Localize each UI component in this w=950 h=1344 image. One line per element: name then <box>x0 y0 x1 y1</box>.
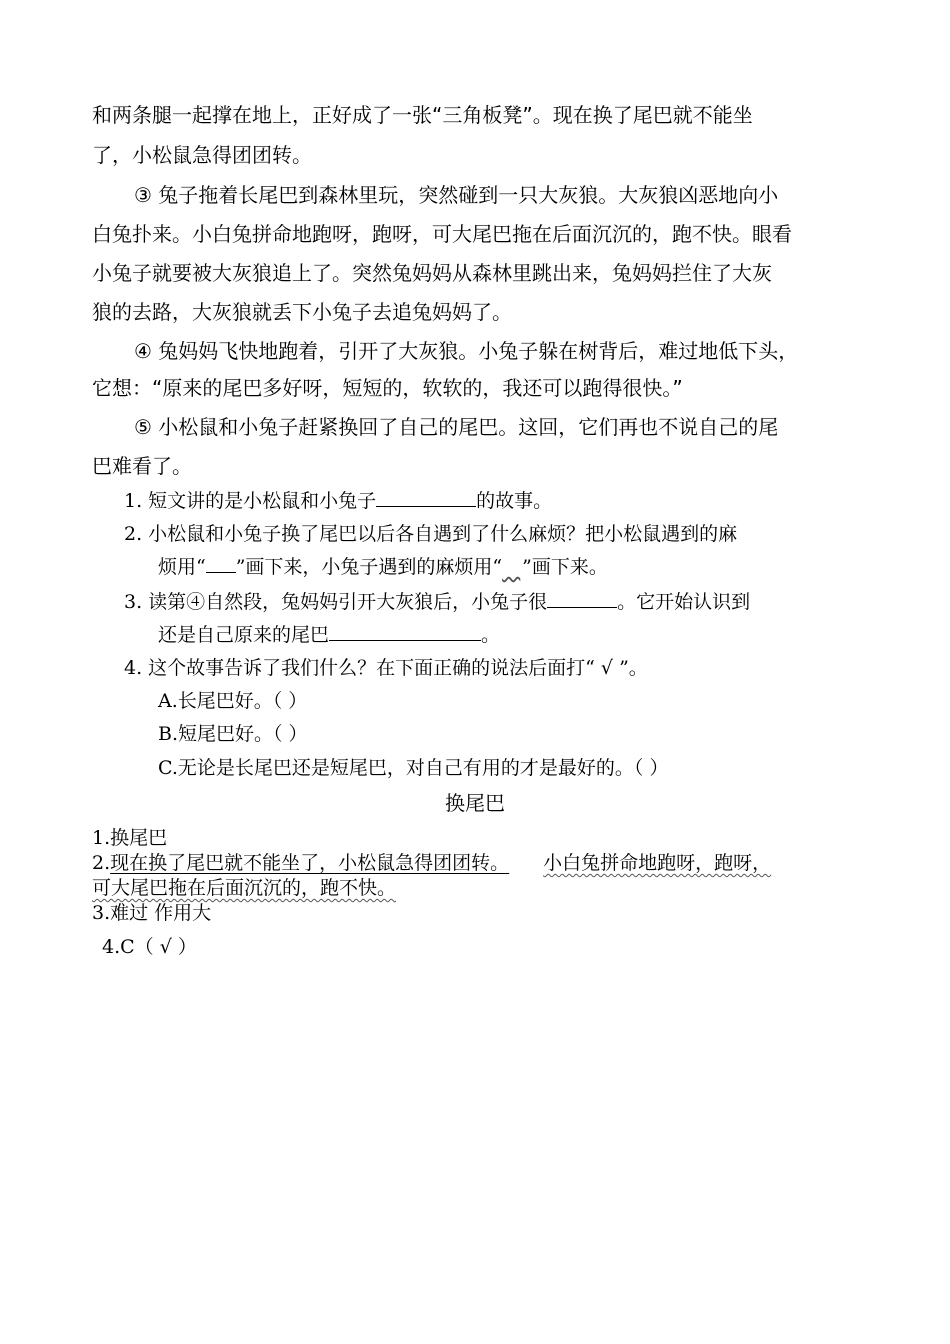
paragraph-3-line: 狼的去路，大灰狼就丢下小兔子去追兔妈妈了。 <box>92 300 512 324</box>
answer-3: 3.难过 作用大 <box>92 902 212 924</box>
answer-2-line <box>92 850 771 876</box>
question-2-line <box>158 552 608 582</box>
question-3-line <box>124 587 750 617</box>
answer-2-wavy-underline: 可大尾巴拖在后面沉沉的，跑不快。 <box>92 877 397 899</box>
answer-blank[interactable] <box>547 587 617 608</box>
question-1 <box>124 486 552 516</box>
passage-line: 了，小松鼠急得团团转。 <box>92 143 312 167</box>
answer-2-straight-underline: 现在换了尾巴就不能坐了，小松鼠急得团团转。 <box>110 852 510 874</box>
paragraph-5-line: 巴难看了。 <box>92 454 192 478</box>
paragraph-4-line: ④ 兔妈妈飞快地跑着，引开了大灰狼。小兔子躲在树背后，难过地低下头， <box>134 339 799 363</box>
paragraph-3-line: ③ 兔子拖着长尾巴到森林里玩，突然碰到一只大灰狼。大灰狼凶恶地向小 <box>134 183 779 207</box>
question-1-text: 1. 短文讲的是小松鼠和小兔子 <box>124 490 377 512</box>
answer-2-wavy-underline: 小白兔拼命地跑呀，跑呀， <box>543 852 772 874</box>
question-2-text: ”画下来。 <box>522 556 608 578</box>
question-3-text: 。 <box>481 624 501 646</box>
question-3-text: 还是自己原来的尾巴 <box>158 624 330 646</box>
option-c[interactable]: C.无论是长尾巴还是短尾巴，对自己有用的才是最好的。（ ） <box>158 757 669 779</box>
paragraph-3-line: 白兔扑来。小白兔拼命地跑呀，跑呀，可大尾巴拖在后面沉沉的，跑不快。眼看 <box>92 222 792 246</box>
answer-title: 换尾巴 <box>445 791 505 815</box>
option-b[interactable]: B.短尾巴好。（ ） <box>158 723 308 745</box>
answer-2-number: 2. <box>92 852 111 874</box>
answer-4: 4.C（ √ ） <box>102 936 197 958</box>
question-4-line: 4. 这个故事告诉了我们什么？在下面正确的说法后面打“ √ ”。 <box>124 657 648 679</box>
straight-line-sample <box>206 556 236 573</box>
answer-blank[interactable] <box>376 486 476 507</box>
question-3-text: 。它开始认识到 <box>617 591 751 613</box>
paragraph-4-line: 它想：“原来的尾巴多好呀，短短的，软软的，我还可以跑得很快。” <box>92 376 683 400</box>
question-2-line: 2. 小松鼠和小兔子换了尾巴以后各自遇到了什么麻烦？把小松鼠遇到的麻 <box>124 523 738 545</box>
wavy-line-sample <box>502 552 522 570</box>
question-2-text: ”画下来，小兔子遇到的麻烦用“ <box>235 556 503 578</box>
paragraph-5-line: ⑤ 小松鼠和小兔子赶紧换回了自己的尾巴。这回，它们再也不说自己的尾 <box>134 415 779 439</box>
answer-blank[interactable] <box>329 620 481 641</box>
answer-2-line <box>92 875 396 901</box>
question-1-suffix: 的故事。 <box>476 490 553 512</box>
question-3-text: 3. 读第④自然段，兔妈妈引开大灰狼后，小兔子很 <box>124 591 548 613</box>
passage-line: 和两条腿一起撑在地上，正好成了一张“三角板凳”。现在换了尾巴就不能坐 <box>92 103 753 127</box>
option-a[interactable]: A.长尾巴好。（ ） <box>158 690 308 712</box>
answer-1: 1.换尾巴 <box>92 827 168 849</box>
question-2-text: 烦用“ <box>158 556 206 578</box>
question-3-line <box>158 620 500 650</box>
paragraph-3-line: 小兔子就要被大灰狼追上了。突然兔妈妈从森林里跳出来，兔妈妈拦住了大灰 <box>92 261 772 285</box>
